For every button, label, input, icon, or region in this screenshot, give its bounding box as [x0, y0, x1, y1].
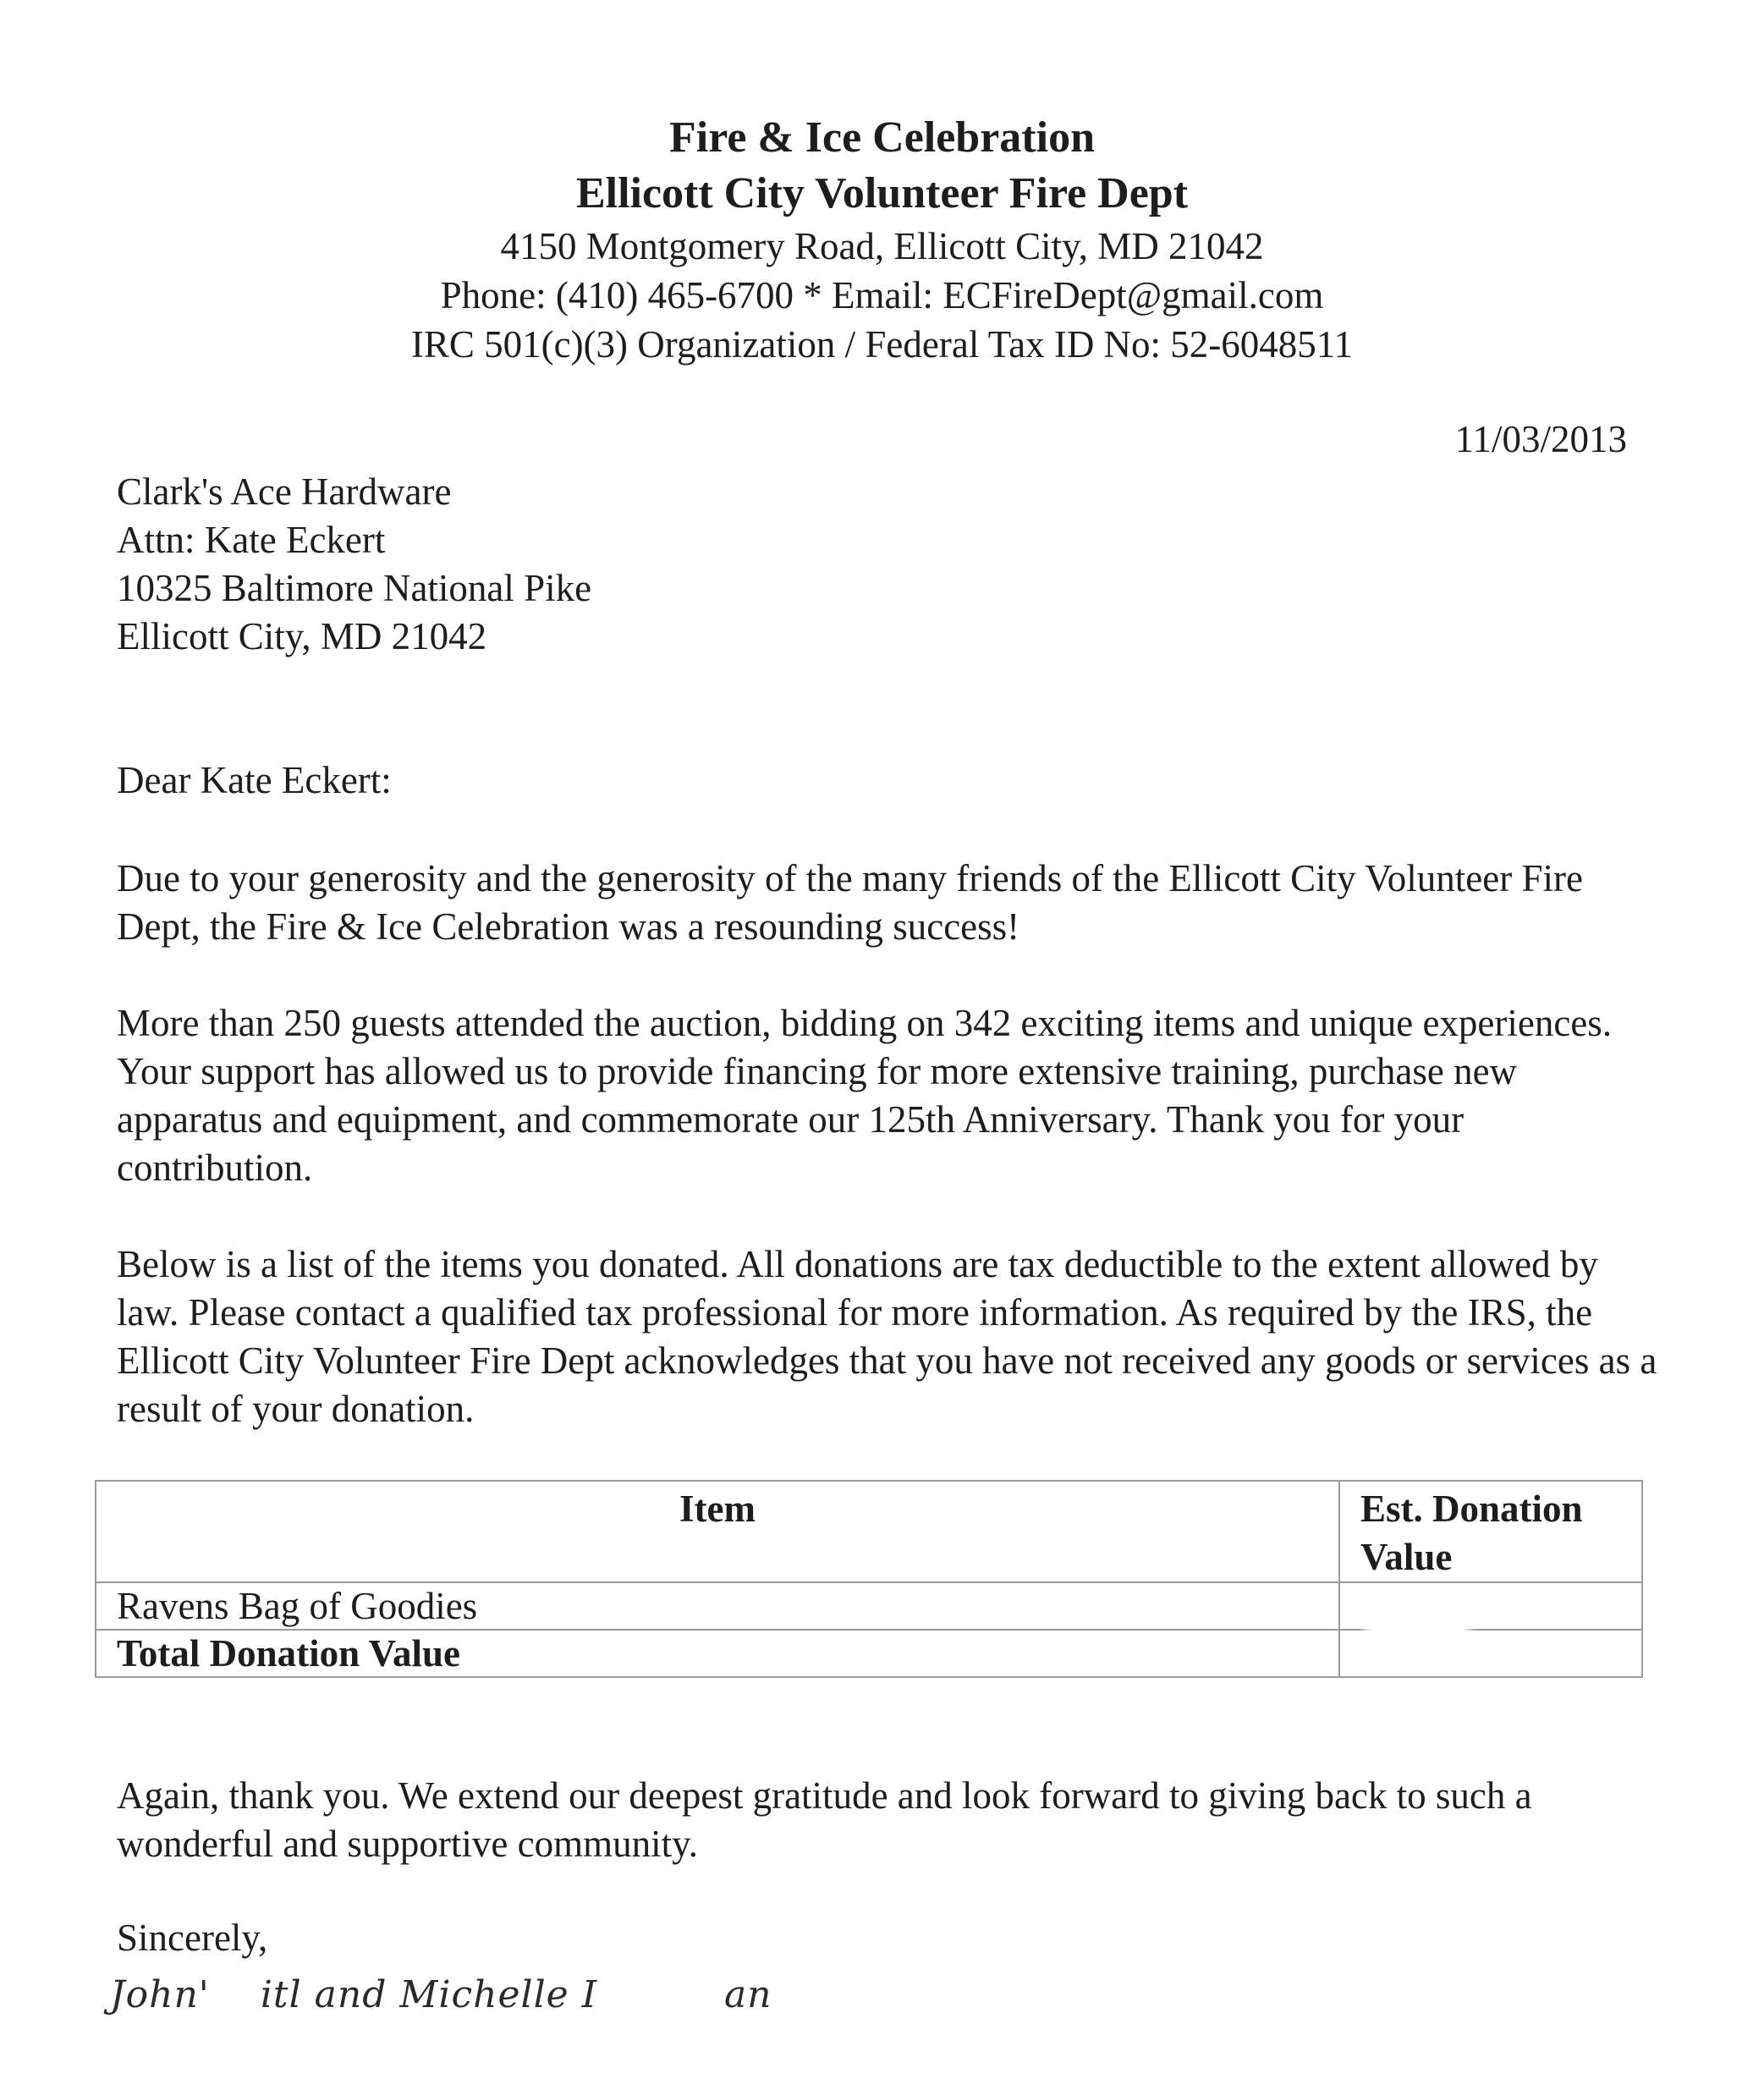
organization-name: Ellicott City Volunteer Fire Dept [575, 169, 1189, 217]
letter-date: 11/03/2013 [1454, 418, 1627, 460]
body-paragraph-3: Below is a list of the items you donated. All donations are tax deductible to the extent allowed by law. Please contact a qualified tax professional for more information. As required by the IRS, the Ellicott City Volunteer Fire Dept acknowledges that you have not received any goods or services as a result of your donation. [117, 1243, 1657, 1430]
handwritten-signature: John' itl and Michelle I an [110, 1973, 772, 2016]
closing: Sincerely, [117, 1917, 268, 1959]
body-paragraph-2: More than 250 guests attended the auction, bidding on 342 exciting items and unique experiences. Your support has allowed us to provide financing for more extensive training, purchase new apparatus and equipment, and commemorate our 125th Anniversary. Thank you for your contribution. [117, 1002, 1613, 1189]
donated-item-name: Ravens Bag of Goodies [96, 1582, 1339, 1630]
organization-contact: Phone: (410) 465-6700 * Email: ECFireDept@gmail.com [440, 274, 1324, 316]
recipient-company: Clark's Ace Hardware [117, 470, 452, 513]
recipient-address-block [117, 468, 591, 661]
salutation: Dear Kate Eckert: [117, 759, 392, 801]
recipient-city-state-zip: Ellicott City, MD 21042 [117, 615, 487, 657]
item-column-header: Item [96, 1481, 1339, 1582]
organization-address: 4150 Montgomery Road, Ellicott City, MD 21042 [500, 225, 1264, 267]
body-paragraph-1: Due to your generosity and the generosity of the many friends of the Ellicott City Volunteer Fire Dept, the Fire & Ice Celebration was a resounding success! [117, 857, 1583, 948]
donation-table-header-row [96, 1481, 1642, 1582]
value-column-header: Est. Donation Value [1339, 1481, 1642, 1582]
total-donation-label: Total Donation Value [96, 1630, 1339, 1677]
recipient-attention: Attn: Kate Eckert [117, 519, 386, 561]
letterhead [0, 110, 1764, 369]
event-title: Fire & Ice Celebration [669, 113, 1095, 162]
recipient-street: 10325 Baltimore National Pike [117, 567, 592, 609]
body-paragraph-4: Again, thank you. We extend our deepest gratitude and look forward to giving back to such a wonderful and supportive community. [117, 1774, 1532, 1865]
organization-tax-info: IRC 501(c)(3) Organization / Federal Tax ID No: 52-6048511 [410, 323, 1354, 366]
redaction-smudge [1358, 1582, 1476, 1667]
